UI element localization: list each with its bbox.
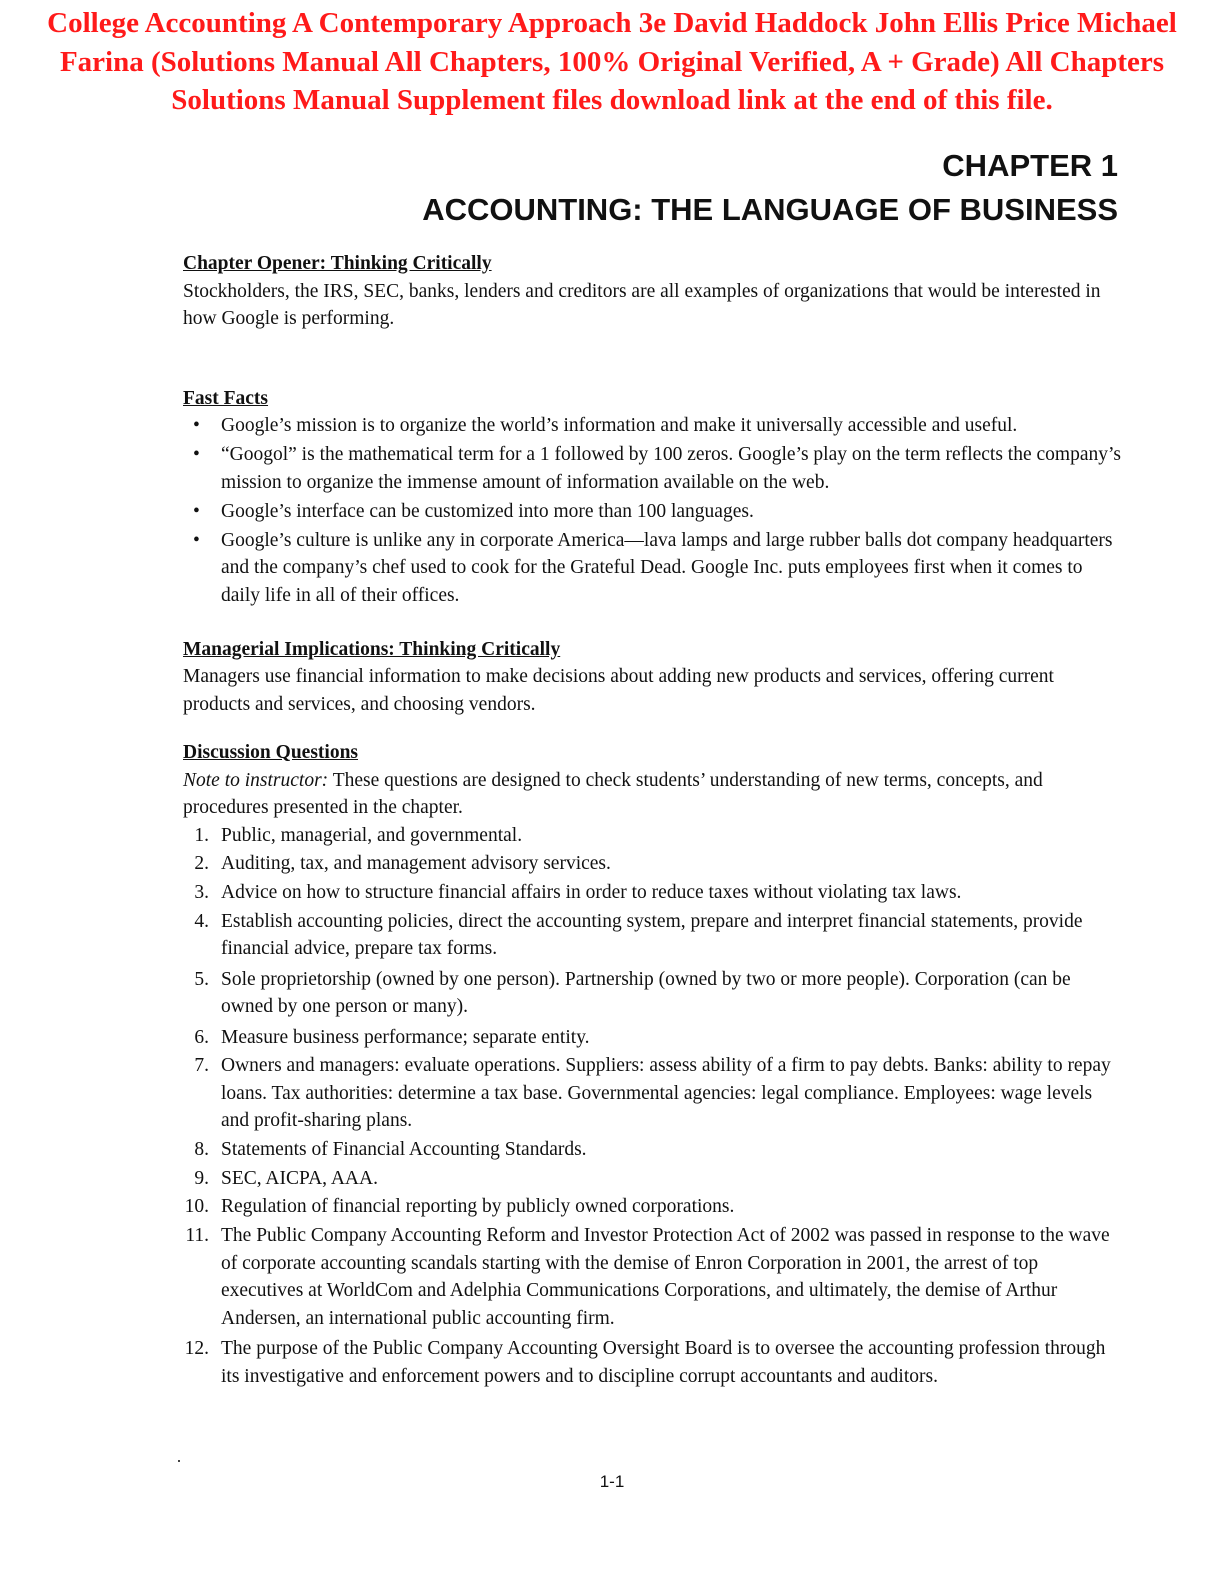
note-label: Note to instructor:: [183, 769, 329, 791]
list-item: [183, 412, 1123, 440]
item-number: 2.: [194, 853, 209, 875]
stray-dot: [178, 1460, 180, 1462]
list-item: [183, 966, 1123, 1021]
managerial-body: Managers use financial information to make decisions about adding new products and services, offering current products and services, and choosing vendors.: [183, 666, 1054, 715]
opener-heading: Chapter Opener: Thinking Critically: [183, 253, 492, 274]
item-number: 4.: [194, 910, 209, 932]
list-item: [183, 441, 1123, 496]
list-item: [183, 1193, 1123, 1221]
item-number: 12.: [184, 1338, 209, 1359]
spacer: [183, 718, 1123, 739]
opener-body: Stockholders, the IRS, SEC, banks, lenders and creditors are all examples of organizations that would be interested in how Google is performing.: [183, 280, 1101, 329]
list-item: [183, 822, 1123, 850]
list-item: [183, 850, 1123, 878]
spacer: [183, 611, 1123, 636]
item-number: 9.: [194, 1167, 209, 1189]
item-number: 10.: [184, 1196, 209, 1218]
list-item-text: Regulation of financial reporting by publicly owned corporations.: [221, 1196, 735, 1218]
page-number: 1-1: [599, 1472, 625, 1491]
bullet-icon: •: [193, 415, 200, 436]
list-item-text: “Googol” is the mathematical term for a 1 followed by 100 zeros. Google’s play on the term reflects the company’s mission to organize the immense amount of information available on the web.: [221, 444, 1121, 493]
fast-facts-heading: Fast Facts: [183, 387, 269, 409]
list-item-text: Advice on how to structure financial affairs in order to reduce taxes without violating tax laws.: [221, 881, 962, 903]
bullet-icon: •: [193, 500, 200, 522]
managerial-heading: Managerial Implications: Thinking Critically: [183, 638, 561, 660]
list-item-text: SEC, AICPA, AAA.: [221, 1167, 378, 1189]
list-item-text: Google’s interface can be customized into more than 100 languages.: [221, 500, 754, 522]
list-item: [183, 908, 1123, 963]
list-item-text: Sole proprietorship (owned by one person). Partnership (owned by two or more people). Corporation (can be owned by one person or many).: [221, 968, 1071, 1018]
instructor-note: [183, 767, 1123, 822]
list-item-text: The purpose of the Public Company Accounting Oversight Board is to oversee the accounting profession through its investigative and enforcement powers and to discipline corrupt accountants and auditors.: [221, 1338, 1106, 1387]
list-item: [183, 1165, 1123, 1193]
bullet-icon: •: [193, 529, 200, 551]
list-item-text: Establish accounting policies, direct the accounting system, prepare and interpret financial statements, provide financial advice, prepare tax forms.: [221, 910, 1083, 960]
download-banner: College Accounting A Contemporary Approach 3e David Haddock John Ellis Price Michael Farina (Solutions Manual All Chapters, 100% Original Verified, A + Grade) All Chapters Solutions Manual Supplement files download link at the end of this file.: [47, 7, 1177, 116]
item-number: 6.: [194, 1026, 209, 1048]
list-item: [183, 1222, 1123, 1332]
fast-facts-list: [183, 412, 1123, 609]
chapter-header: [422, 146, 1118, 230]
note-text: These questions are designed to check students’ understanding of new terms, concepts, and procedures presented in the chapter.: [183, 769, 1043, 818]
list-item-text: The Public Company Accounting Reform and Investor Protection Act of 2002 was passed in response to the wave of corporate accounting scandals starting with the demise of Enron Corporation in 2001, the arrest of top executives at WorldCom and Adelphia Communications Corporations, and ultimately, the demise of Arthur Andersen, an international public accounting firm.: [221, 1225, 1110, 1329]
bullet-icon: •: [193, 444, 200, 465]
list-item: [183, 1335, 1123, 1390]
list-item: [183, 1136, 1123, 1164]
list-item-text: Measure business performance; separate entity.: [221, 1026, 590, 1048]
item-number: 11.: [185, 1225, 209, 1246]
chapter-title: ACCOUNTING: THE LANGUAGE OF BUSINESS: [422, 192, 1118, 227]
item-number: 1.: [194, 824, 209, 846]
list-item-text: Google’s culture is unlike any in corporate America—lava lamps and large rubber balls dot company headquarters and the company’s chef used to cook for the Grateful Dead. Google Inc. puts employees first when it comes to daily life in all of their offices.: [221, 529, 1113, 606]
item-number: 3.: [194, 881, 209, 903]
list-item-text: Public, managerial, and governmental.: [221, 824, 523, 846]
discussion-heading: Discussion Questions: [183, 742, 359, 763]
list-item: [183, 1024, 1123, 1052]
document-body: [183, 250, 1123, 1391]
chapter-number: CHAPTER 1: [942, 148, 1118, 183]
list-item: [183, 879, 1123, 907]
list-item-text: Auditing, tax, and management advisory services.: [221, 853, 611, 875]
list-item-text: Statements of Financial Accounting Standards.: [221, 1138, 587, 1160]
item-number: 5.: [194, 968, 209, 990]
item-number: 8.: [194, 1138, 209, 1160]
discussion-answers: [183, 822, 1123, 1391]
list-item-text: Owners and managers: evaluate operations. Suppliers: assess ability of a firm to pay debts. Banks: ability to repay loans. Tax authorities: determine a tax base. Governmental agencies: legal compliance. Employees: wage levels and profit-sharing plans.: [221, 1055, 1111, 1132]
item-number: 7.: [194, 1055, 209, 1077]
spacer: [183, 333, 1123, 385]
list-item: [183, 498, 1123, 526]
list-item: [183, 1052, 1123, 1135]
list-item-text: Google’s mission is to organize the world’s information and make it universally accessible and useful.: [221, 415, 1018, 436]
list-item: [183, 527, 1123, 610]
